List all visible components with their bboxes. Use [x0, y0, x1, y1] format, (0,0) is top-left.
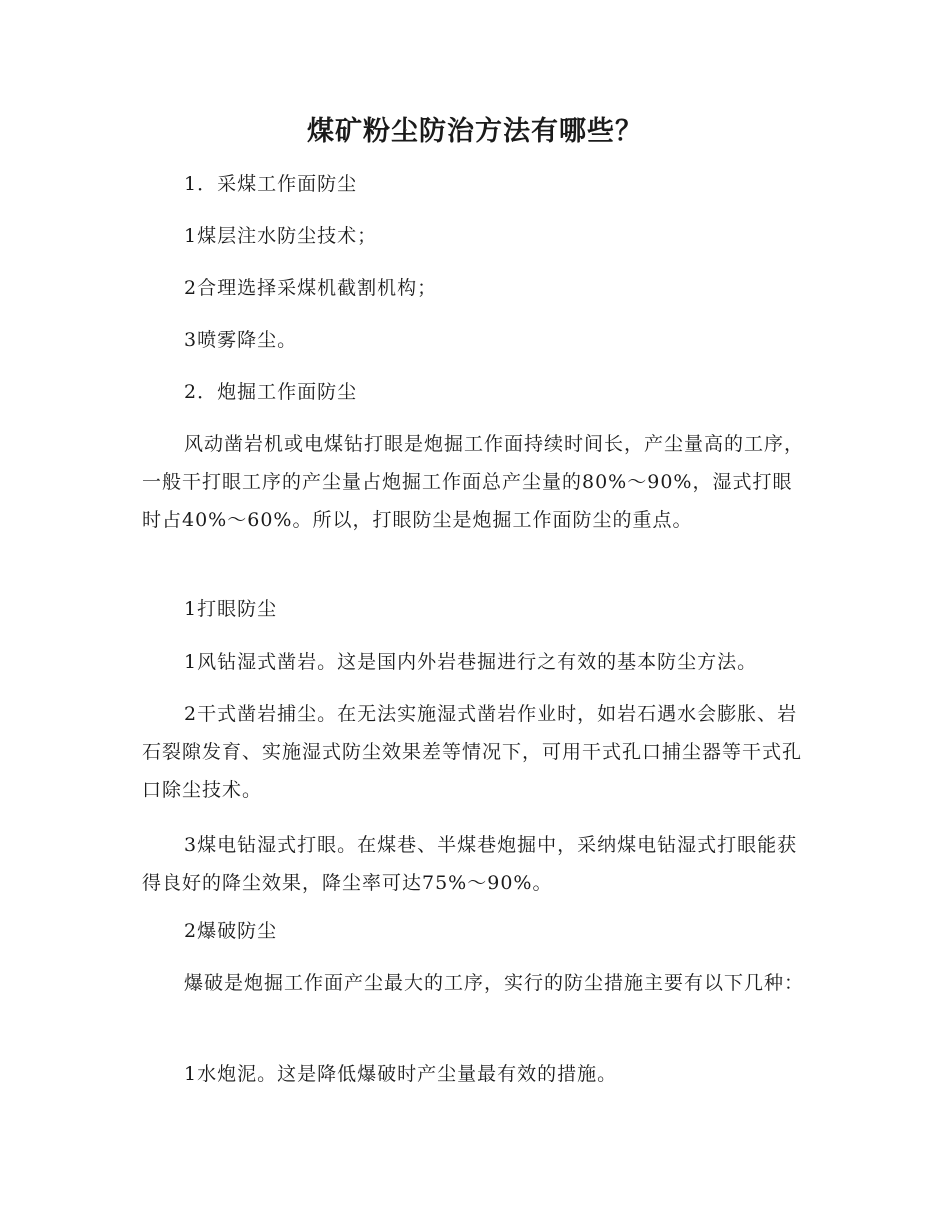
section-heading-blast-face: 2．炮掘工作面防尘 — [184, 381, 358, 403]
subsection-heading-drilling: 1打眼防尘 — [184, 598, 278, 620]
subsection-heading-blasting: 2爆破防尘 — [184, 920, 278, 942]
body-paragraph: 3煤电钻湿式打眼。在煤巷、半煤巷炮掘中，采纳煤电钻湿式打眼能获得良好的降尘效果，降尘率可达75%～90%。 — [142, 834, 798, 894]
body-paragraph: 爆破是炮掘工作面产尘最大的工序，实行的防尘措施主要有以下几种： — [184, 972, 805, 994]
body-paragraph: 2干式凿岩捕尘。在无法实施湿式凿岩作业时，如岩石遇水会膨胀、岩石裂隙发育、实施湿式防尘效果差等情况下，可用干式孔口捕尘器等干式孔口除尘技术。 — [142, 703, 803, 801]
list-item: 1煤层注水防尘技术； — [184, 225, 378, 247]
document-title: 煤矿粉尘防治方法有哪些？ — [307, 116, 643, 147]
body-paragraph: 风动凿岩机或电煤钻打眼是炮掘工作面持续时间长，产尘量高的工序，一般干打眼工序的产尘量占炮掘工作面总产尘量的80%～90%，湿式打眼时占40%～60%。所以，打眼防尘是炮掘工作面防尘的重点。 — [142, 433, 805, 531]
body-paragraph: 1风钻湿式凿岩。这是国内外岩巷掘进行之有效的基本防尘方法。 — [184, 651, 758, 673]
body-paragraph: 1水炮泥。这是降低爆破时产尘量最有效的措施。 — [184, 1063, 618, 1085]
list-item: 2合理选择采煤机截割机构； — [184, 277, 438, 299]
section-heading-coal-face: 1．采煤工作面防尘 — [184, 173, 358, 195]
list-item: 3喷雾降尘。 — [184, 329, 298, 351]
